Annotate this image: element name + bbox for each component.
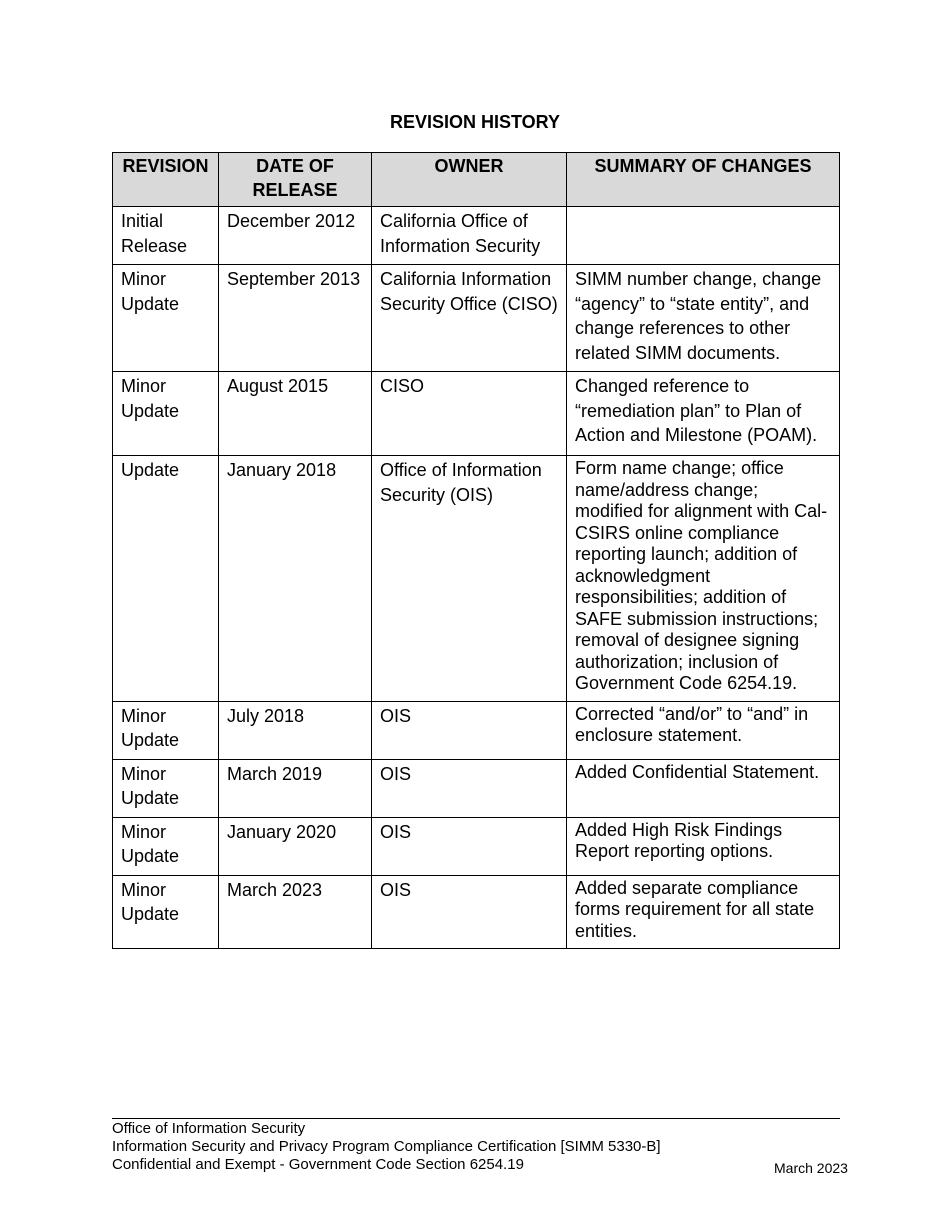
cell-owner: OIS [372,759,567,817]
cell-date: August 2015 [219,372,372,456]
cell-date: March 2023 [219,875,372,949]
cell-revision: Minor Update [113,875,219,949]
page-title: REVISION HISTORY [389,112,561,132]
cell-summary: Added Confidential Statement. [567,759,840,817]
cell-date: September 2013 [219,265,372,372]
cell-date: December 2012 [219,207,372,265]
cell-date: July 2018 [219,701,372,759]
cell-owner: CISO [372,372,567,456]
cell-revision: Minor Update [113,817,219,875]
footer-confidential-notice: Confidential and Exempt - Government Code Section 6254.19 [112,1156,524,1173]
cell-summary: Added separate compliance forms requirement for all state entities. [567,875,840,949]
column-header-owner: OWNER [372,153,567,207]
cell-revision: Update [113,456,219,702]
footer-office: Office of Information Security [112,1120,306,1137]
cell-revision: Minor Update [113,265,219,372]
cell-summary: Added High Risk Findings Report reporting options. [567,817,840,875]
cell-date: January 2020 [219,817,372,875]
footer [112,1120,661,1174]
cell-owner: Office of Information Security (OIS) [372,456,567,702]
table-row [113,372,840,456]
table-row [113,817,840,875]
cell-owner: OIS [372,701,567,759]
column-header-revision: REVISION [113,153,219,207]
footer-document-title: Information Security and Privacy Program Compliance Certification [SIMM 5330-B] [112,1138,661,1155]
cell-summary: Corrected “and/or” to “and” in enclosure statement. [567,701,840,759]
cell-summary: Form name change; office name/address change; modified for alignment with Cal-CSIRS online compliance reporting launch; addition of acknowledgment responsibilities; addition of SAFE submission instructions; removal of designee signing authorization; inclusion of Government Code 6254.19. [567,456,840,702]
table-row [113,701,840,759]
table-row [113,875,840,949]
cell-revision: Minor Update [113,372,219,456]
cell-summary: Changed reference to “remediation plan” to Plan of Action and Milestone (POAM). [567,372,840,456]
cell-owner: California Office of Information Security [372,207,567,265]
cell-summary: SIMM number change, change “agency” to “state entity”, and change references to other related SIMM documents. [567,265,840,372]
cell-summary [567,207,840,265]
cell-revision: Initial Release [113,207,219,265]
column-header-date: DATE OF RELEASE [219,153,372,207]
table-row [113,207,840,265]
table-row [113,759,840,817]
cell-owner: OIS [372,817,567,875]
cell-owner: OIS [372,875,567,949]
table-row [113,456,840,702]
footer-date: March 2023 [774,1160,848,1176]
footer-divider [112,1118,840,1119]
revision-history-table [112,152,840,949]
cell-revision: Minor Update [113,759,219,817]
cell-date: March 2019 [219,759,372,817]
table-header-row [113,153,840,207]
column-header-summary: SUMMARY OF CHANGES [567,153,840,207]
cell-revision: Minor Update [113,701,219,759]
table-row [113,265,840,372]
cell-owner: California Information Security Office (CISO) [372,265,567,372]
cell-date: January 2018 [219,456,372,702]
